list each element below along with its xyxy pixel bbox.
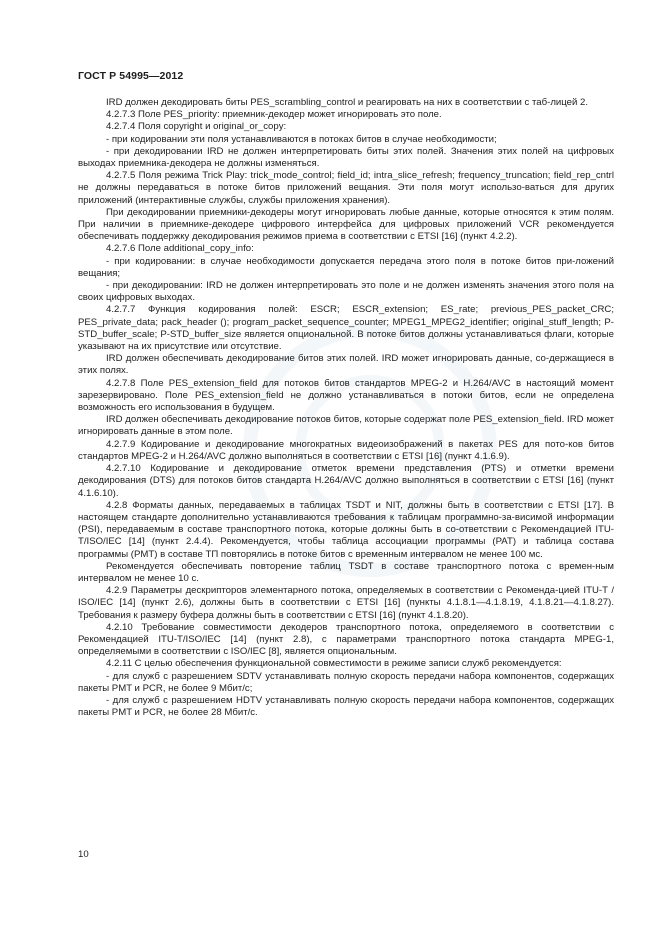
paragraph: - для служб с разрешением HDTV устанавливать полную скорость передачи набора компонентов, содержащих пакеты PMT и PCR, не более 28 Мбит/с.	[78, 694, 614, 719]
paragraph: 4.2.10 Требование совместимости декодеров транспортного потока, определяемого в соответствии с Рекомендацией ITU-T/ISO/IEC [14] (пункт 2.8), с параметрами транспортного потока стандарта MPEG-1, определяемыми в соответствии с ISO/IEC [8], является опциональным.	[78, 621, 614, 658]
paragraph: 4.2.8 Форматы данных, передаваемых в таблицах TSDT и NIT, должны быть в соответствии с ETSI [17]. В настоящем стандарте дополнительно устанавливаются требования к таблицам программно-за-висимой информации (PSI), передаваемым в составе транспортного потока, которые должны быть в со-ответствии с Рекомендацией ITU-T/ISO/IEC [14] (пункт 2.4.4). Рекомендуется, чтобы таблица ассоциации программы (PAT) и таблица состава программы (PMT) в составе ТП повторялись в потоке битов с временным интервалом не менее 100 мс.	[78, 499, 614, 560]
paragraph: 4.2.7.6 Поле additional_copy_info:	[106, 243, 254, 255]
paragraph: При декодировании приемники-декодеры могут игнорировать любые данные, которые относятся к этим полям. При наличии в приемнике-декодере цифрового интерфейса для цифровых приложений VCR рекомендуется обеспечивать поддержку декодирования режимов приема в соответствии с ETSI [16] (пункт 4.2.2).	[78, 206, 614, 243]
page-number: 10	[78, 849, 89, 860]
paragraph: IRD должен обеспечивать декодирование потоков битов, которые содержат поле PES_extension_field. IRD может игнорировать данные в этом поле.	[78, 414, 614, 438]
paragraph: Рекомендуется обеспечивать повторение таблиц TSDT в составе транспортного потока с времен-ным интервалом не менее 10 с.	[78, 560, 614, 584]
paragraph: 4.2.7.8 Поле PES_extension_field для потоков битов стандартов MPEG-2 и H.264/AVC в настоящий момент зарезервировано. Поле PES_extension_field не должно устанавливаться в потоки битов, если не определена возможность его использования в будущем.	[78, 377, 614, 414]
paragraph: 4.2.7.3 Поле PES_priority: приемник-декодер может игнорировать это поле.	[106, 109, 442, 121]
paragraph: IRD должен обеспечивать декодирование битов этих полей. IRD может игнорировать данные, со-держащиеся в этих полях.	[78, 353, 614, 377]
paragraph: - для служб с разрешением SDTV устанавливать полную скорость передачи набора компонентов, содержащих пакеты PMT и PCR, не более 9 Мбит/с;	[78, 670, 614, 694]
paragraph: - при кодировании: в случае необходимости допускается передача этого поля в потоке битов при-ложений вещания;	[78, 255, 614, 279]
paragraph: 4.2.7.5 Поля режима Trick Play: trick_mode_control; field_id; intra_slice_refresh; frequency_truncation; field_rep_cntrl не должны передаваться в потоке битов приложений вещания. Эти поля могут использо-ваться для других приложений (интерактивные службы, службы приложения хранения).	[78, 170, 614, 206]
standard-title: ГОСТ Р 54995—2012	[78, 70, 184, 82]
paragraph: 4.2.9 Параметры дескрипторов элементарного потока, определяемых в соответствии с Рекоменда-цией ITU-T / ISO/IEC [14] (пункт 2.6), должны быть в соответствии с ETSI [16] (пункты 4.1.8.1—4.1.8.19, 4.1.8.21—4.1.8.27). Требования к размеру буфера должны быть в соответствии с ETSI [16] (пункт 4.1.8.20).	[78, 585, 614, 621]
paragraph: 4.2.7.10 Кодирование и декодирование отметок времени представления (PTS) и отметки времени декодирования (DTS) для потоков битов стандарта H.264/AVC должно выполняться в соответствии с ETSI [16] (пункт 4.1.6.10).	[78, 463, 614, 499]
paragraph: 4.2.7.7 Функция кодирования полей: ESCR; ESCR_extension; ES_rate; previous_PES_packet_CRC; PES_private_data; pack_header (); program_packet_sequence_counter; MPEG1_MPEG2_identifier; original_stuff_length; P-STD_buffer_scale; P-STD_buffer_size является опциональной. В потоке битов должны устанавливаться флаги, которые указывают на их присутствие или отсутствие.	[78, 304, 614, 353]
paragraph: 4.2.7.4 Поля copyright и original_or_copy:	[106, 121, 287, 133]
document-body	[78, 97, 614, 719]
page-footer	[78, 849, 89, 860]
document-header	[78, 70, 183, 82]
paragraph: 4.2.11 С целью обеспечения функциональной совместимости в режиме записи служб рекомендуется:	[106, 658, 562, 670]
paragraph: - при декодировании: IRD не должен интерпретировать это поле и не должен изменять значения этого поля на своих цифровых выходах.	[78, 280, 614, 304]
paragraph: IRD должен декодировать биты PES_scrambling_control и реагировать на них в соответствии с таб-лицей 2.	[106, 97, 589, 108]
paragraph: - при кодировании эти поля устанавливаются в потоках битов в случае необходимости;	[106, 133, 497, 145]
paragraph: 4.2.7.9 Кодирование и декодирование многократных видеоизображений в пакетах PES для пото-ков битов стандартов MPEG-2 и H.264/AVC должно выполняться в соответствии с ETSI [16] (пункт 4.1.6.9).	[78, 438, 614, 462]
paragraph: - при декодировании IRD не должен интерпретировать биты этих полей. Значения этих полей на цифровых выходах приемника-декодера не должны изменяться.	[78, 145, 614, 170]
